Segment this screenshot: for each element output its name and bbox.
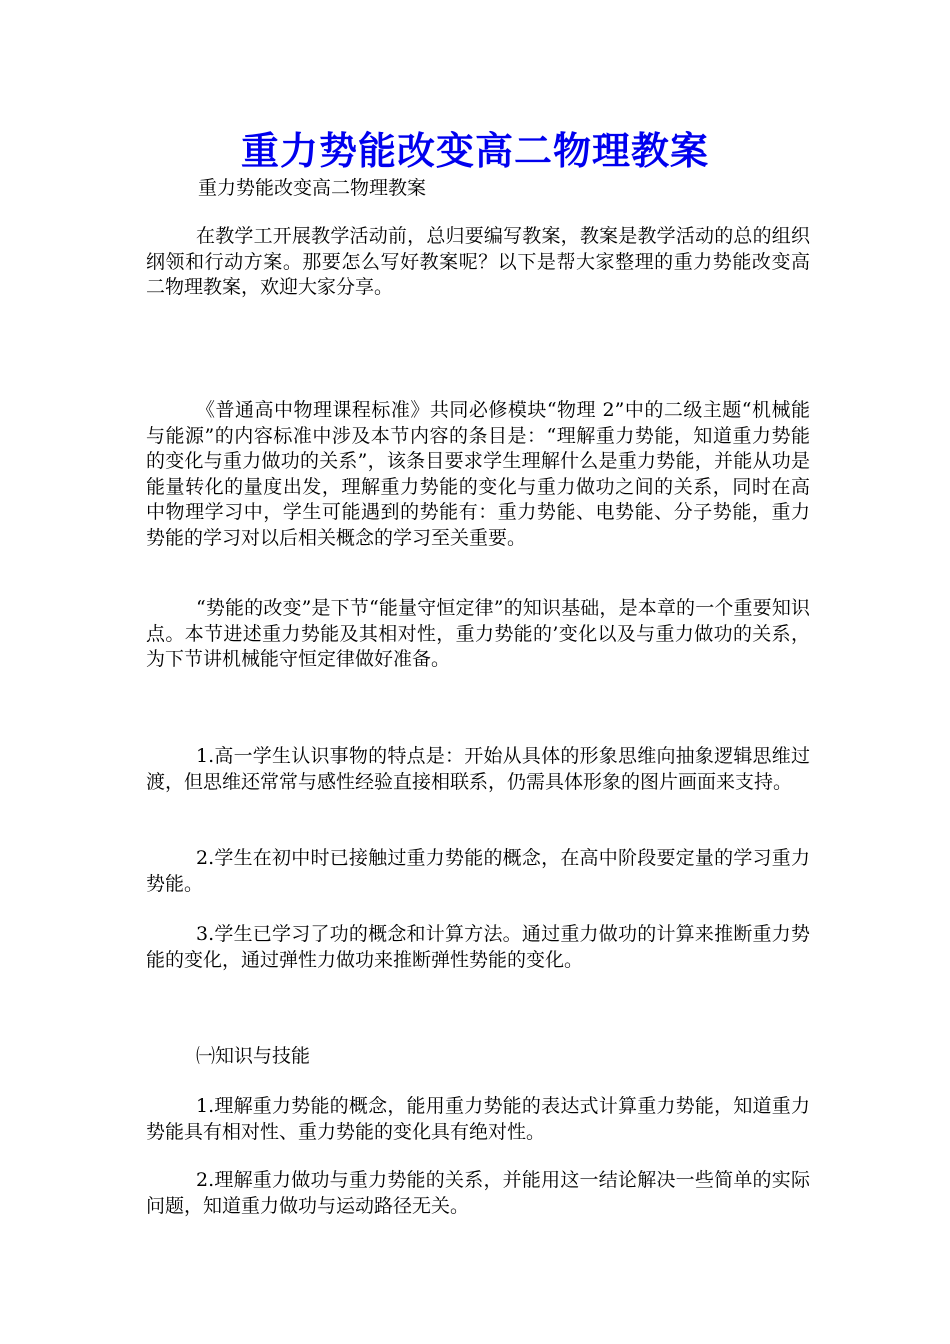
objective-item-1: 1.理解重力势能的概念，能用重力势能的表达式计算重力势能，知道重力势能具有相对性、重力势能的变化具有绝对性。 [146, 1095, 810, 1143]
document-title: 重力势能改变高二物理教案 [240, 128, 709, 173]
intro-paragraph: 在教学工开展教学活动前，总归要编写教案，教案是教学活动的总的组织纲领和行动方案。那要怎么写好教案呢？以下是帮大家整理的重力势能改变高二物理教案，欢迎大家分享。 [146, 225, 810, 298]
student-analysis-item-1: 1.高一学生认识事物的特点是：开始从具体的形象思维向抽象逻辑思维过渡，但思维还常常与感性经验直接相联系，仍需具体形象的图片画面来支持。 [146, 745, 810, 793]
student-analysis-item-3: 3.学生已学习了功的概念和计算方法。通过重力做功的计算来推断重力势能的变化，通过弹性力做功来推断弹性势能的变化。 [146, 923, 810, 971]
objectives-heading: ㈠知识与技能 [196, 1045, 311, 1067]
student-analysis-item-2: 2.学生在初中时已接触过重力势能的概念，在高中阶段要定量的学习重力势能。 [146, 847, 810, 895]
chapter-context-paragraph: “势能的改变”是下节“能量守恒定律”的知识基础，是本章的一个重要知识点。本节进述重力势能及其相对性，重力势能的’变化以及与重力做功的关系，为下节讲机械能守恒定律做好准备。 [146, 597, 810, 670]
curriculum-standard-paragraph: 《普通高中物理课程标准》共同必修模块“物理 2”中的二级主题“机械能与能源”的内容标准中涉及本节内容的条目是：“理解重力势能，知道重力势能的变化与重力做功的关系”，该条目要求学生理解什么是重力势能，并能从功是能量转化的量度出发，理解重力势能的变化与重力做功之间的关系，同时在高中物理学习中，学生可能遇到的势能有：重力势能、电势能、分子势能，重力势能的学习对以后相关概念的学习至关重要。 [146, 399, 810, 549]
objective-item-2: 2.理解重力做功与重力势能的关系，并能用这一结论解决一些简单的实际问题，知道重力做功与运动路径无关。 [146, 1169, 810, 1217]
document-subtitle: 重力势能改变高二物理教案 [198, 177, 427, 199]
